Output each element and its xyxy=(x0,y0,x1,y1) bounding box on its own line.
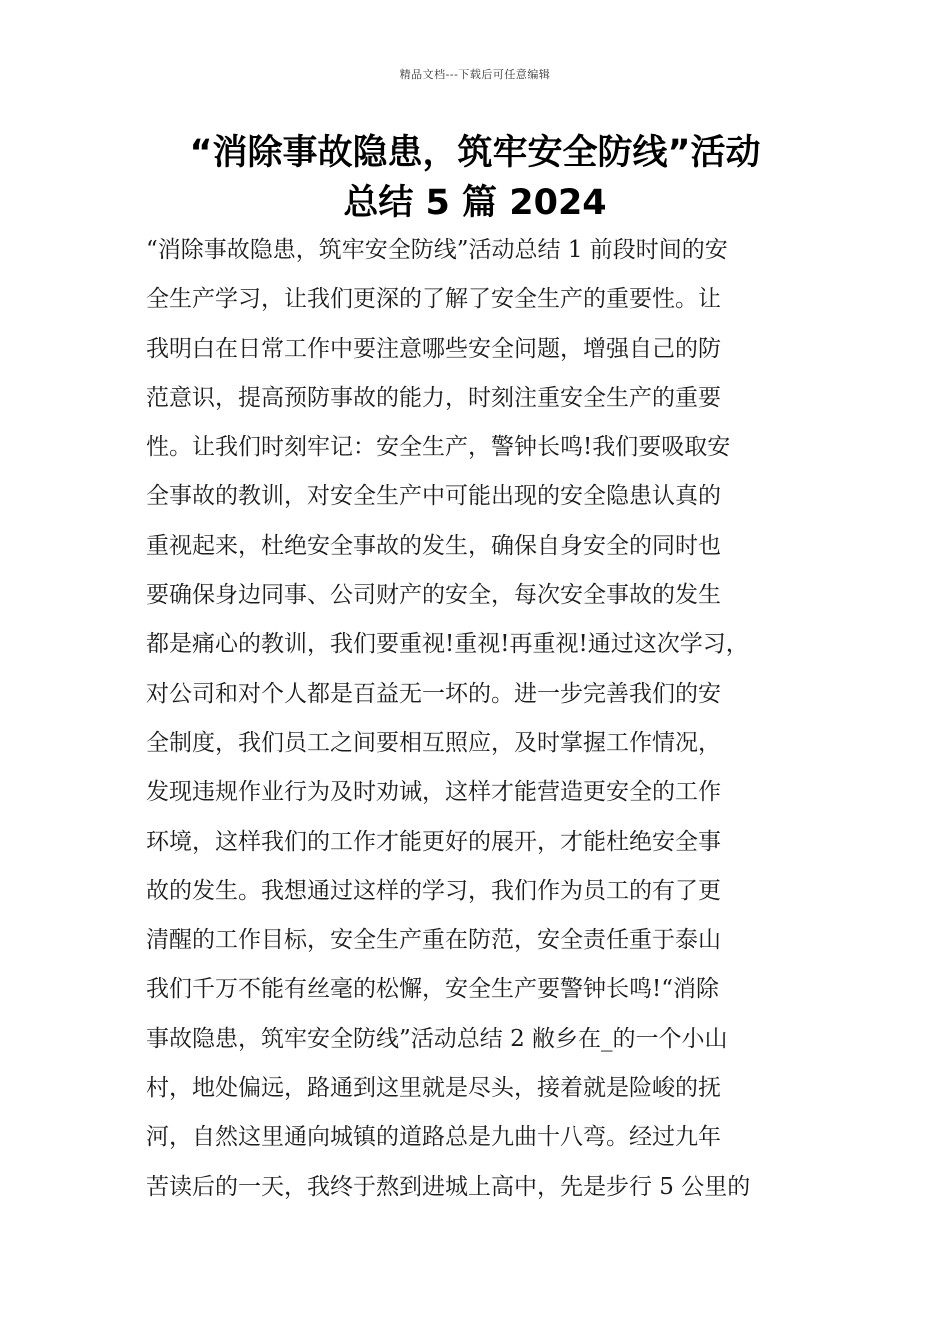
document-title-line-2: 总结 5 篇 2024 xyxy=(343,183,607,223)
body-line: 清醒的工作目标，安全生产重在防范，安全责任重于泰山 xyxy=(146,927,721,954)
body-line: 性。让我们时刻牢记：安全生产，警钟长鸣!我们要吸取安 xyxy=(146,434,731,461)
document-body xyxy=(146,226,826,1212)
body-line: 发现违规作业行为及时劝诫，这样才能营造更安全的工作 xyxy=(146,779,721,806)
body-line: 全生产学习，让我们更深的了解了安全生产的重要性。让 xyxy=(146,286,721,313)
body-line: 范意识，提高预防事故的能力，时刻注重安全生产的重要 xyxy=(146,384,721,411)
body-line: 对公司和对个人都是百益无一坏的。进一步完善我们的安 xyxy=(146,680,721,707)
body-line: 村，地处偏远，路通到这里就是尽头，接着就是险峻的抚 xyxy=(146,1075,721,1102)
body-line: 要确保身边同事、公司财产的安全，每次安全事故的发生 xyxy=(146,582,721,609)
page-header: 精品文档---下载后可任意编辑 xyxy=(399,68,551,81)
body-line: 苦读后的一天，我终于熬到进城上高中，先是步行 5 公里的 xyxy=(146,1173,751,1200)
body-line: 事故隐患，筑牢安全防线”活动总结 2 敝乡在_的一个小山 xyxy=(146,1025,728,1052)
body-line: 我明白在日常工作中要注意哪些安全问题，增强自己的防 xyxy=(146,335,721,362)
document-title-line-1: “消除事故隐患，筑牢安全防线”活动 xyxy=(189,133,761,173)
body-line: 重视起来，杜绝安全事故的发生，确保自身安全的同时也 xyxy=(146,532,721,559)
document-title xyxy=(140,128,810,228)
body-line: 全事故的教训，对安全生产中可能出现的安全隐患认真的 xyxy=(146,483,721,510)
body-line: 河，自然这里通向城镇的道路总是九曲十八弯。经过九年 xyxy=(146,1124,721,1151)
body-line: 故的发生。我想通过这样的学习，我们作为员工的有了更 xyxy=(146,877,721,904)
body-line: 都是痛心的教训，我们要重视!重视!再重视!通过这次学习， xyxy=(146,631,749,658)
body-line: 我们千万不能有丝毫的松懈，安全生产要警钟长鸣!“消除 xyxy=(146,976,720,1003)
body-line: 环境，这样我们的工作才能更好的展开，才能杜绝安全事 xyxy=(146,828,721,855)
body-line: “消除事故隐患，筑牢安全防线”活动总结 1 前段时间的安 xyxy=(146,237,728,263)
body-line: 全制度，我们员工之间要相互照应，及时掌握工作情况， xyxy=(146,729,721,756)
